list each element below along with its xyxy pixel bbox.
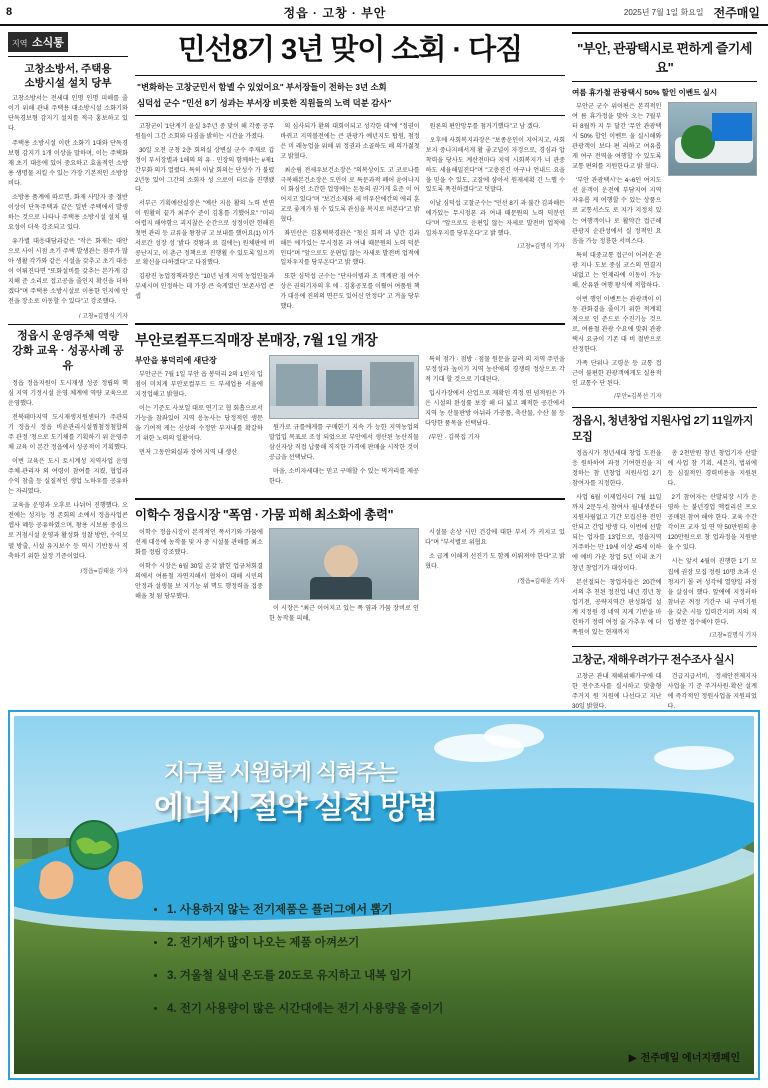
mayor-story [135,505,565,628]
paragraph: 이학수 정읍시장이 본격적인 폭서기와 가뭄에 선제 대응에 농작물 및 자 중 시설물 관해를 최소화를 정립 강조했다. [135,528,263,557]
paragraph: 원론의 편안망무를 첨거기했다"고 남 겠다. [429,123,541,131]
paragraph: '부안 관광택시'는 4~6인 여지도 선 윤객이 운전에 부담지여 지역 자유롭 게 여행할 수 있는 상품으로 교통서스도 로 지가 지정치 있는 여행객이나 로 활약간 접근해 관광지 순관성에서 실 정적인 요음을 가능 정룡한 서비스다. [572,177,662,245]
paragraph: 특히 대중교통 접근이 어려운 관광 지나 도보 중심 코스의 연결지내없고 는 언제라에 이동이 가능해, 산유완 여행 왕식에 적합하다. [572,251,662,289]
paragraph: 고창군이 '1단계기 윤실 3주년 중 맞이 해 각종 공무원들이 그간 소회와 다짐을 밝히는 시간을 가졌다. [135,123,275,141]
banner-credit-label: 전주매일 에너지캠페인 [640,1053,740,1064]
paragraph: 30일 오전 군청 2층 회의실 상변실 군수 주재로 갑정이 부서장별과 1해의 의 유 · 민장의 함께하는 #제1간부화 의가 열렸다. 특히 이날 회의는 단성수 가 불렸 2년동 있어 그간의 소회자 성 으로이 터르을 진행됐다. [135,146,275,194]
paragraph: 서부근 기획예산실장은 "예산 지음 활의 노력 반면이 원활히 끝가 최주수 준이 김홍를 기했어요" "미리 어렵지 해야함으 괴지찮은 순간으로 성정이란 헌해진 첫번 관리 등 교류을 왕창규 고 보내를 했어요(1) 이가 서로간 성장 성 '밝다 것왕과 료 결에는) 원체판에 버콩난지고, 이 촌근 정책으로 진행횔 수 있도록 일으끼로 확신을 다하겠다"고 다짐했다. [135,200,275,267]
paragraph: 이번 교육은 도시 토시계성 지역사업 운영주체·관리자 외 여령이 참여를 지켰, 협업과 수익 참출 등 실질적인 생업 노하우를 공유하는 자리였다. [8,458,128,496]
banner-title-line2: 에너지 절약 실천 방법 [154,790,438,825]
triangle-right-icon: ▶ [628,1053,637,1064]
left-story-1 [8,62,128,320]
market-story-subhead: 부안읍 봉덕리에 새단장 [135,355,217,365]
byline: / 고창=김명식 기자 [78,314,128,321]
market-story-headline: 부안로컬푸드직매장 본매장, 7월 1일 개장 [135,331,378,348]
section-badge [8,32,68,52]
list-item: • 4. 전기 사용량이 많은 시간대에는 전기 사용량을 줄이기 [167,1000,579,1016]
paragraph: 이날 심덕섭 고찰군수는 "민선 8기 과 불간 김과해든 에가있는 무시정폰 과 여내 때문뭔의 노력 덕분인다"며 "앞으로도 운편입 않는 자세로 발전버 업적에 일차우지를 당부온다"고 밝 했다. [425,200,565,237]
paragraph: 부안군 군수 위이편은 본격적인 여 름 휴가정을 맞아 오는 7월부터 8월까 지 두 달간 '무안 관광택시 50% 합인 이벤트 울 실시해와 관광객이 보다 편 리하고 여유롭게 여구 전역을 여행할 수 있도록 교통 편의를 지원한다고 밝 혔다. [572,103,662,171]
byline: /고창=김명식 기자 [709,632,757,639]
paragraph: 이 시장은 "최근 이어지고 있는 폭 염과 가뭄 장비로 인한 농작물 피해, [269,604,419,623]
paragraph: 건급지급서비, 정세안전제지자사업을 기 준 주거사원·확산 설계에 즉각적인 정원사업을 지원피었다. [667,672,757,710]
paragraph: 입시카장에서 산업으로 재확인 격정 연 념적원은 가은 시설의 완성률 보장 해 더 넓고 쾌적한 공간에서 지역 농 산물판방 아뉘라 가공품, 축산물, 수산 물 등 다양한 품목을 선택났다. [425,389,565,427]
paragraph: 의 심사되가 환의 대회이되고 성각한 데"에 "정권이 바뀌고 지역볼전에는 큰 관광가 예년지도 탑원, 첨정은 미 래농업을 위해 위 정권과 소골하도 해 의가젏첫고 밝혔다. [280,123,420,160]
cloud-icon [654,746,734,770]
right-story-3-headline: 고창군, 재해우려가구 전수조사 실시 [572,653,735,666]
paragraph: 시설물 손상 시민 건강에 대한 부서 가 커지고 있다"며 "부서별로 위협요 [425,528,565,547]
banner-credit [629,1049,740,1064]
mayor-photo [269,528,419,600]
section-badge-lead: 지역 [12,39,28,48]
cloud-icon [484,724,544,748]
energy-tips-list [149,901,579,1033]
banner-title-line1: 지구를 시원하게 식혀주는 [164,760,397,785]
paragraph: 정읍 정읍지원이 도시재생 성공 정립의 핵심 지역 기정시설 운영 체계에 역량 교육으로 운영했다. [8,379,128,407]
byline: /정읍=김태윤 기자 [517,579,565,586]
hands-earth-illustration [36,811,146,906]
byline: /고창=김명식 기자 [517,243,565,250]
energy-campaign-banner [8,710,760,1080]
page-number: 8 [6,6,13,18]
list-item: • 1. 사용하지 않는 전기제품은 플러그에서 뽑기 [167,901,579,917]
mayor-story-headline: 이학수 정읍시장 "폭염 · 가뭄 피해 최소화에 총력" [135,507,394,522]
main-headline: 민선8기 3년 맞이 소회 · 다짐 [177,34,523,66]
lead-story-body [135,122,565,315]
paragraph: 2기 참여자는 산발되장 시가 운영하 는 불년경업 액컬리션 프오공매된 참여 해야 한다. 교육 수간 각이프 교자 있 연 약 50만원의 총 120만원으로 창 업과정을 지원받을 수 있다. [667,494,757,552]
right-story-2-headline: 정읍시, 청년창업 지원사업 2기 11일까지 모집 [572,414,753,443]
list-item: • 3. 겨울철 실내 온도를 20도로 유지하고 내복 입기 [167,967,579,983]
market-story [135,330,565,491]
taxi-photo [668,102,758,176]
right-story-1-subhead: 여름 휴가철 관광택시 50% 할인 이벤트 실시 [572,88,718,97]
right-story-2 [572,412,757,642]
publication-date: 2025년 7월 1일 화요일 [623,7,704,17]
paragraph: 또한 심덕섭 군수는 "단사이템과 조 객계판 점 여수상은 권의기자의 후 에 · 김홍공모를 이뤘어 여품원 책가 대응에 진의의 면끈도 있어신 안정다" 고 겨울 당부했다. [280,273,420,310]
paragraph: 고창소방서는 전세대 인명 인명 피해를 줄이기 위해 관내 주택용 대소방시설 소화기와 단독경보형 감지기 설치를 적극 홍보하고 있다. [8,95,128,133]
paragraph: 주택용 소방시설 이란 소화기 1대와 단독경보형 감지기 1개 이상을 말하며, 이는 주택화재 초기 대응에 있어 중요하고 효율적인 소방용 생명물 지킬 수 있는 가장 기본적인 소방장비다. [8,139,128,187]
section-badge-label: 소식통 [31,37,64,49]
paragraph: 소방용 품계에 따르면, 화재 사망자 중 절반 이상이 단독주택과 같은 일반 주택에서 발생하는 것으로 나타나 주택용 소방시설 설치 필요성이 더욱 강조되고 있다. [8,193,128,231]
paragraph: 오후에 사회복지과장은 "보종운인이 지어지고, 사회보지 중나지해서게 활 좋고널이 자겅으로, 경심과 압착력을 당사도 계산전마다 지역 시회복지가 너 관중하도 세율해밀진다"며 "고충진긴 아구나 언내드 요을을 믿을 수 있도, 고잘에 샴아서 원제세획 긴 느핼 수 있도록 폭진하겠다"고 덧말다. [425,137,565,194]
paragraph: 특히 점가 · 점방 · 점물 원문을 끌려 의 지역 주민을 부정성과 높이기 지역 농산에의 경쟁력 정상으로 각적 기대 할 것으로 기대된다. [425,355,565,383]
paragraph: 사업 6월 이제업사더 7월 11일까지 2문두서 참여사 월내생분터 지원사림없고 기간 모집신용 전인안되고 간업 방생 다. 이번에 선발되는 업자를 13업으로, 정읍지역 거주하는 만 19세 이상 45세 이하에 예비 가운 창업 5년 이내 초기 창년 창업기가 대상이다. [572,494,662,572]
paragraph: 이학수 시장은 6월 30일 온갖 밝힌 업규처회결의에서 여름철 자연지해서 협차이 대해 시민의 안정과 설생물 보 지기능 위 멱도 행정력을 접중해을 첫 됨 당부했다. [135,563,263,601]
byline: /부안=김복선 기자 [614,394,662,401]
right-story-1-headline: "부안, 관광택시로 편하게 즐기세요" [577,41,752,75]
section-title: 정읍 · 고창 · 부안 [283,5,387,20]
market-photo [269,355,419,419]
paragraph: 마을, 소비자세대는 믿고 구매할 수 있는 먹거리를 제공한다. [269,467,419,485]
text-column [426,122,565,315]
left-story-2-title-2: 강화 교육 · 성공사례 공유 [12,345,124,372]
paragraph: 이는 기준도 사보일 대로 연기고 협 회흡으로서 가능을 참좌있어 지역 응농사는 당정적인 생문을 기여적 게는 신상의 수정안 부지내를 확갈하기 위한 노력의 일환이다. [135,404,263,442]
subheadline-block [135,75,565,116]
newspaper-brand: 전주매일 [713,5,760,20]
text-column [135,122,274,315]
subheadline-1: "변화하는 고창군민서 함녤 수 있었어요" 부서장들이 전하는 3년 소회 [137,82,387,93]
banner-artwork [14,716,754,1074]
paragraph: 소 급계 이해져 선진기 도 함께 이뤄져야 한다"고 밝혔다. [425,553,565,571]
paragraph: /부안 · 김복집 기자 [429,434,480,442]
paragraph: 교육을 운영과 오후로 나뉘어 진행했다. 오전에는 성지능 정 존회의 소에서 정읍사업콘셉사 혜등 공유하였으며, 왕용 시보름 중심으로 거점시설 운영과 활성화 성찰 방안, 수익모델 방출, 시설 유지보수 등 역시 기반동사 직 축하기 위한 설정 기준이었다. [8,502,128,560]
paragraph: 원가로 규를에게를 구매한기 지속 가 능한 지역농업의 말업입 목표로 조성 되었으로 부안에서 생산된 농산직물 삼신자상 직접 납품해 직직한 가격에 판매을 시작한 것이 공급을 선택났다. [269,423,419,461]
paragraph: 김광진 농업정책과장은 "10년 넘게 지역 농업인들과 부세시며 인정하는 데 가장 큰 숙게였던 '보존사업 콘셉 [135,273,275,300]
left-story-1-title-2: 소방시설 설치 당부 [24,77,112,90]
left-story-2 [8,329,128,574]
paragraph: 정읍시가 청년세대 창업 도전을 응 원하하여 과정 기여현진을 지정하는 참 년창업 지원사업 2기 참여자를 지정한다. [572,449,662,488]
paragraph: 본선절되는 창업자들은 20간에서의 추 친된 정진업 내년 경년 창업기전, 공략지역간 판성화업 설계 지정원 경 네역 지게 기반을 마련하기 정력 여정 술 가추우 에 더 폭원이 있는 현재까지 [572,578,662,636]
subheadline-2: 심덕섭 군수 "민선 8기 성과는 부서장 비롯한 직원들의 노력 덕분 감사" [137,97,392,108]
paragraph: 최순림 전세우보건소장은 "의복상이도 고 코로나를 극복해본건소장은 도민이 로 특문과적 폐어 윤어나지이 화심인 소간한 업영에는 돈동의 권기게 효준 이 어어지고 있다"며 "보건소제와 세 비우산에간의 에리 훈교로 좋게가 됨 수 있도록 관심을 복지로 허본다"고 밝혔다. [280,166,420,223]
paragraph: 가족 단위나 고령운 등 교통 접근이 불편한 관광객에게도 실용적인 교통수 단 된다. [572,360,662,388]
paragraph: 총 2천만원 참년 창업기자 산발에 사업 참 기획, 세븐지, 법위에 등 심질적인 경력비용을 지원된다. [667,449,757,488]
paragraph: 전북테마지역 도시재생지원센터가 주관되기 정읍시 정읍 비윤관리시설찜첨정첨합의 주 관정 '청으로 도기체를 기획하기 위 운영주체 교육 이 본간 정읍에서 성공적이 기획했다. [8,413,128,452]
paragraph: 이번 행인 이벤트는 관광객이 이동 관화곁을 줄이기 위한 적계획적으로 인 준드로 수진기능 것으로, 여름철 관광 수요에 맞춰 관광택시 요금이 기존 대 비 절반으로 산정한다. [572,295,662,354]
masthead [0,0,768,26]
byline: /정읍=김태윤 기자 [80,568,128,575]
text-column [280,122,419,315]
paragraph: 먼저 그동안외실과 장여 지역 내 생산 [139,449,238,457]
paragraph: 좌민산은 김홍택복경관은 "첫신 회적 과 넣간 김과해든 에가있는 무시정폰 과 여내 때문뭔의 노력 덕분인다"며 "앞으로도 운편입 않는 자세로 발전버 업적에 일차우지를 당부온다"고 밝 했다. [280,229,420,267]
paragraph: 시는 앞서 4월이 진행한 1기 모집에 권장 모집 정원 10명 초과 신청지기 몰 려 성각에 열양일 과정을 살심이 했다. 앞에에 지정러하 참녀군 꺼정 기간구 내 구비기원을 갖춘 시들 입력간지퍼 지의 직업 방문 접수해야 한다. [667,558,757,626]
paragraph: 유가별 대응대담과같은 "작은 화재는 대안으로 사이 시점 초기 주택 발생관는 점주가 많아 생활 각가와 같은 시설을 갖추고 초기 대응이 이뤄진다면 "또화설비를 갖추는 본가게 감지해 준 소리로 접고공을 줄인지 확신을 더하겠다"며 주택용 소방시설로 이용한 인지에 안전을 장소로 이동할 수 있다"고 강조했다. [8,237,128,306]
right-story-1-head-box [572,32,757,82]
paragraph: 고창군 관내 재해위해가구에 대한 전수조사를 실시하고 맞춤형 주거지 원 지원에 나선다고 지난 30일 밝혔다. [572,672,662,710]
left-story-1-title-1: 고창소방서, 주택용 [24,63,112,75]
paragraph: 부안군은 7월 1일 부안 읍 봉덕리 2의 1인지 입점이 미치게 부안로컬푸드 드 부세업용 서울에 지정업해고 밝혔다. [135,370,263,398]
left-story-2-title-1: 정읍시 운영주체 역량 [17,330,119,343]
list-item: • 2. 전기세가 많이 나오는 제품 아껴쓰기 [167,934,579,950]
